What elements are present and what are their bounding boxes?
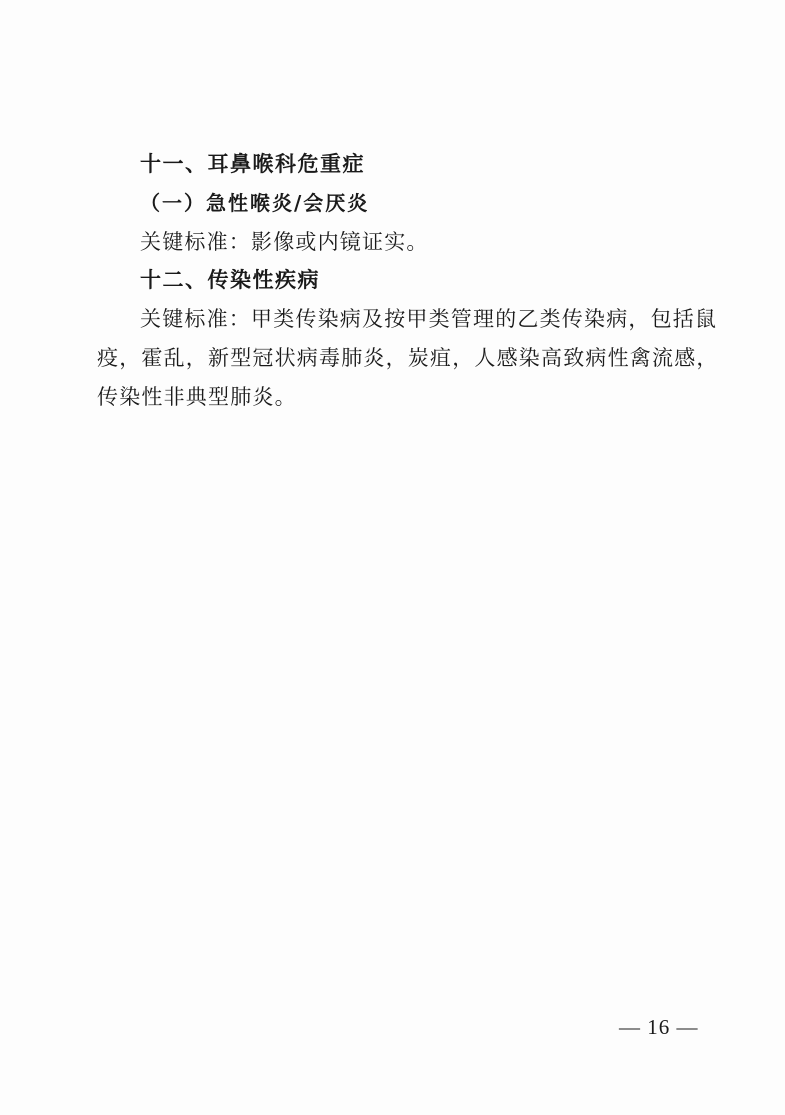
section-heading-infectious-disease: 十二、传染性疾病 (140, 268, 320, 292)
section-heading-ent-critical: 十一、耳鼻喉科危重症 (140, 152, 365, 176)
criteria-text-infectious-line2: 疫，霍乱，新型冠状病毒肺炎，炭疽，人感染高致病性禽流感， (97, 346, 719, 370)
criteria-text-infectious-line3: 传染性非典型肺炎。 (97, 385, 297, 409)
criteria-text-infectious-line1: 关键标准：甲类传染病及按甲类管理的乙类传染病，包括鼠 (140, 307, 718, 331)
page-number: — 16 — (619, 1015, 699, 1039)
subsection-heading-acute-laryngitis: （一）急性喉炎/会厌炎 (140, 191, 370, 215)
criteria-text-laryngitis: 关键标准：影像或内镜证实。 (140, 230, 429, 254)
